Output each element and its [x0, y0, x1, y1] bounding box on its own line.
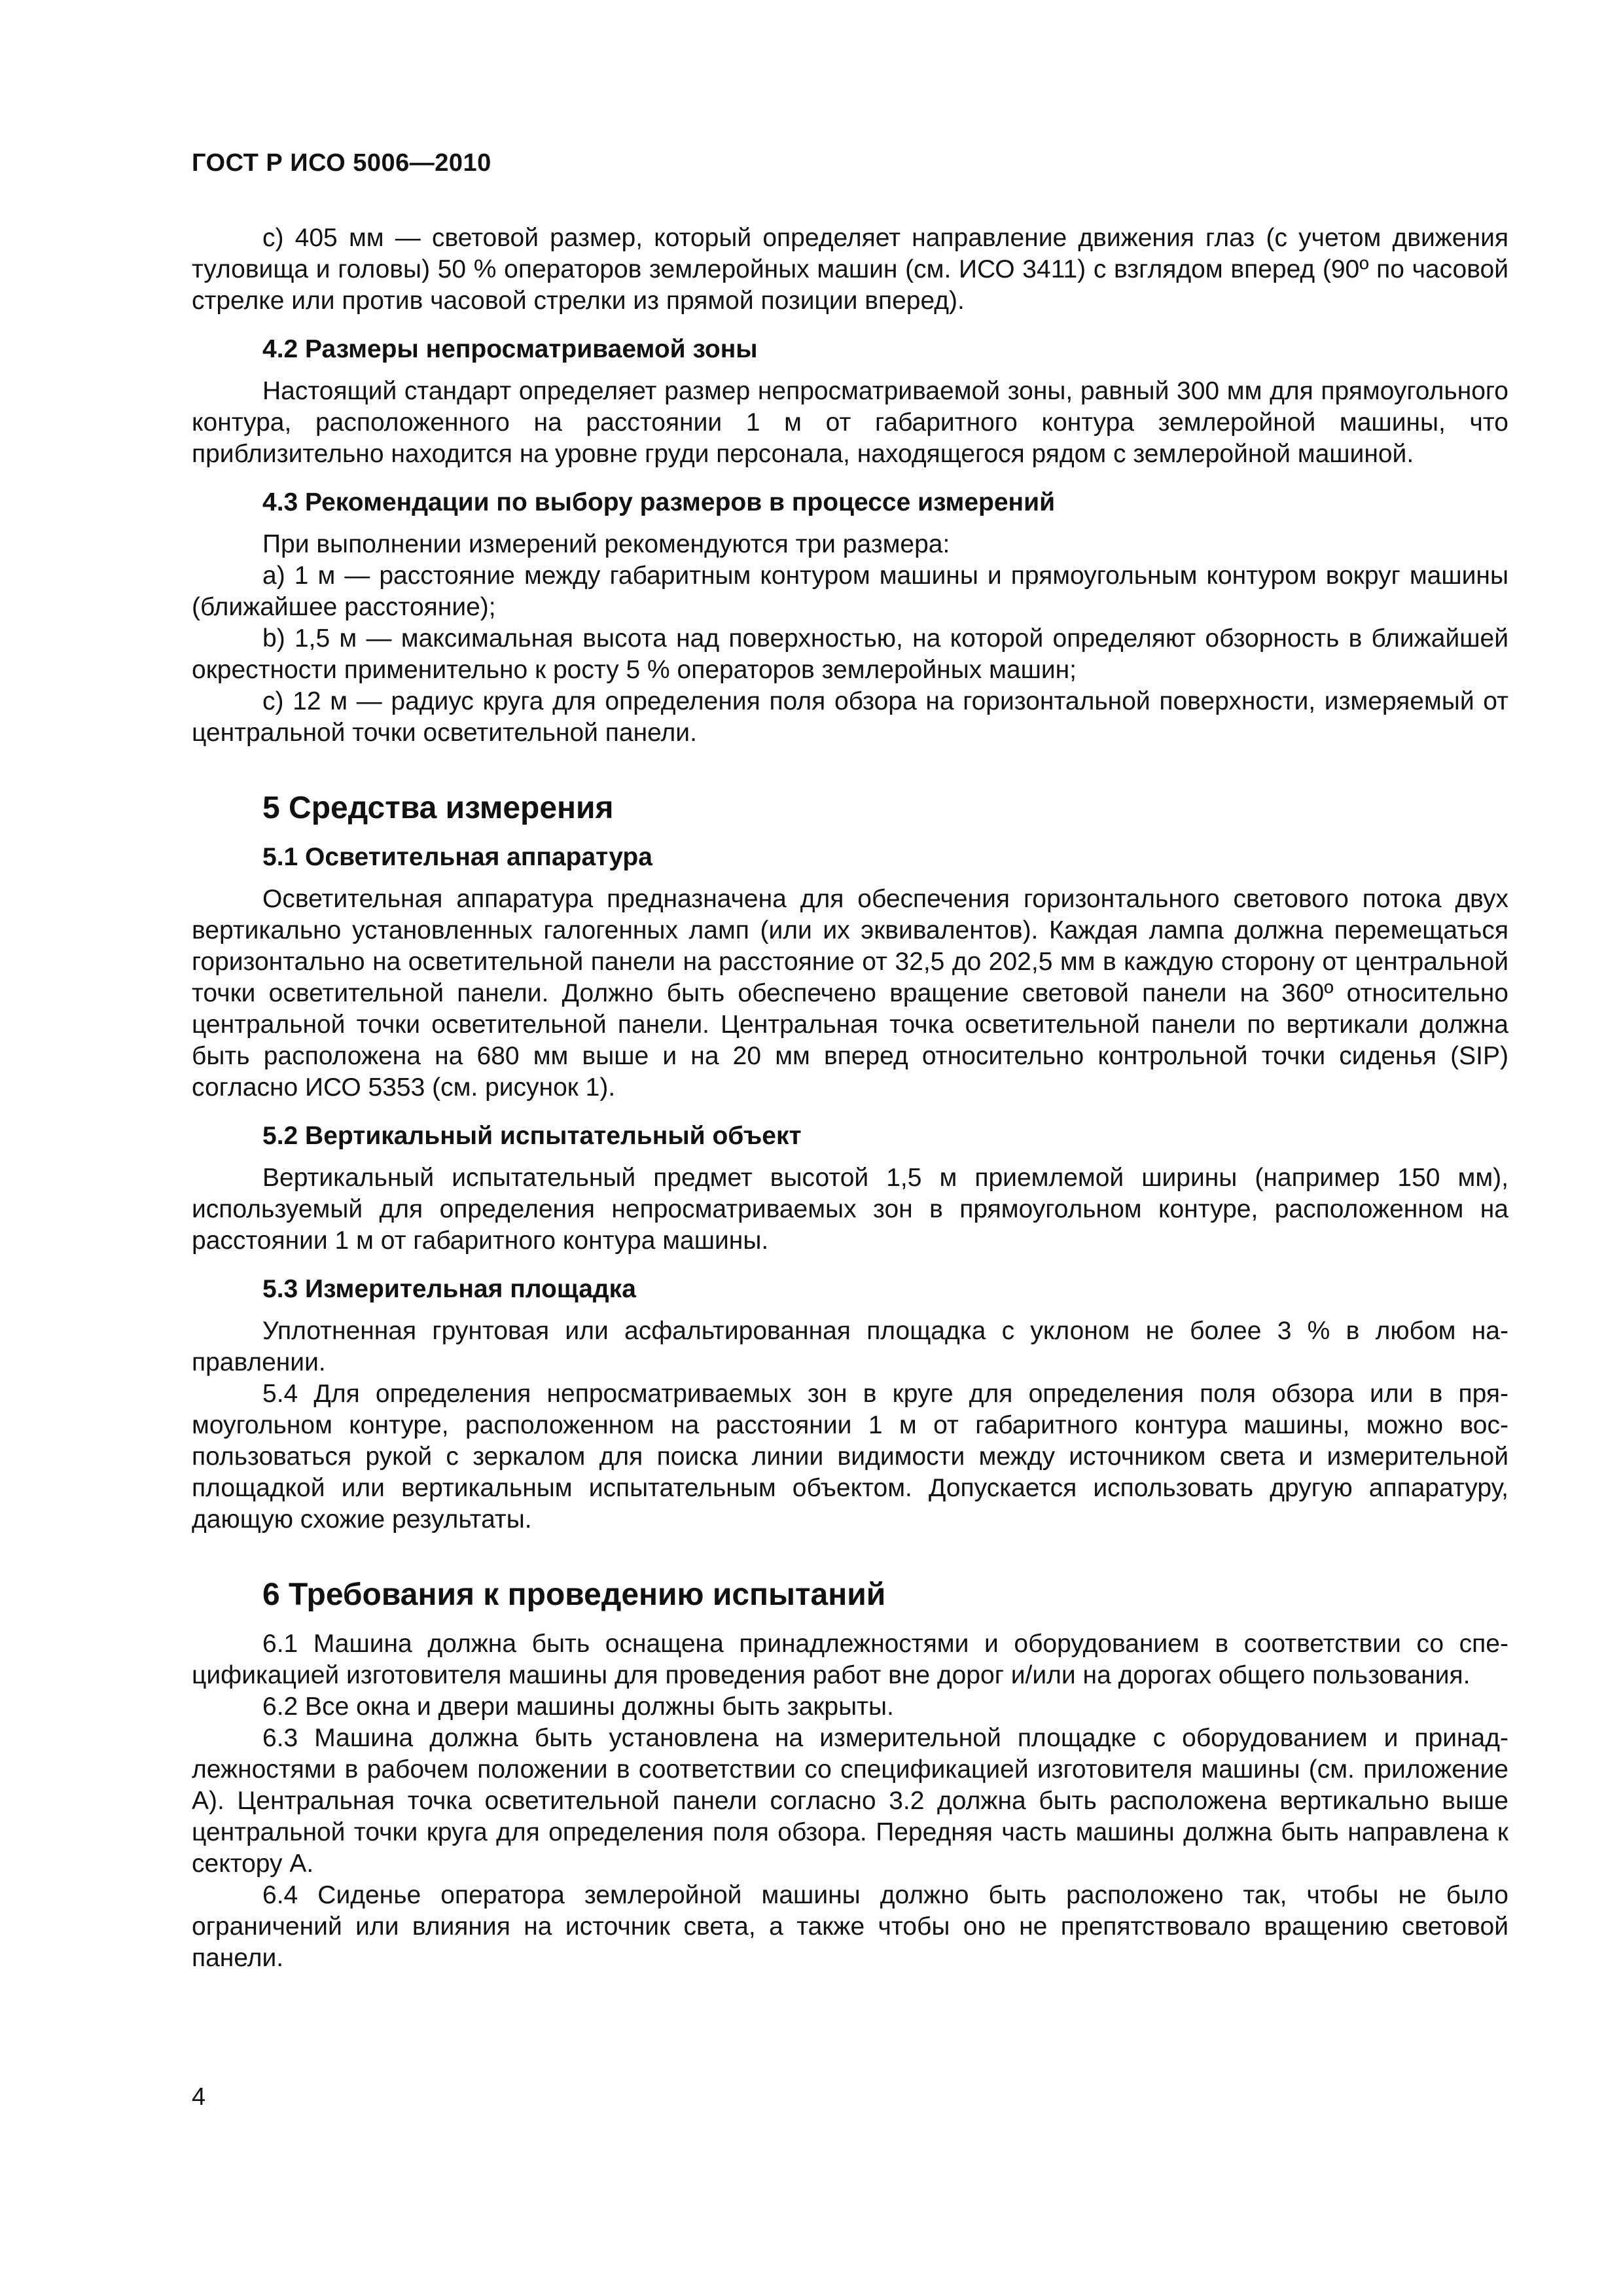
paragraph-5-2: Вертикальный испытательный предмет высотой 1,5 м приемлемой ширины (например 150 мм), используемый для определения непросматриваемых зон в прямоугольном контуре, расположенном на расстоянии 1 м от габаритного контура машины. — [192, 1164, 1508, 1255]
document-body — [192, 223, 1508, 1974]
paragraph-6-2: 6.2 Все окна и двери машины должны быть закрыты. — [262, 1693, 894, 1721]
paragraph-4-3-intro: При выполнении измерений рекомендуются три размера: — [262, 530, 950, 558]
paragraph-5-4: 5.4 Для определения непросматриваемых зон в круге для определения поля обзора или в прямоугольном контуре, расположенном на расстоянии 1 м от габаритного контура машины, можно воспользоваться рукой с зеркалом для поиска линии видимости между источником света и измерительной площадкой или вертикальным испытательным объектом. Допускается использовать другую аппаратуру, дающую схожие результаты. — [192, 1380, 1508, 1534]
heading-5-3: 5.3 Измерительная площадка — [262, 1275, 636, 1303]
paragraph-6-3: 6.3 Машина должна быть установлена на измерительной площадке с оборудованием и принадлежностями в рабочем положении в соответствии со спецификацией изготовителя машины (см. приложение А). Центральная точка осветительной панели согласно 3.2 должна быть расположена вертикально выше центральной точки круга для определения поля обзора. Передняя часть машины должна быть направлена к сектору А. — [192, 1724, 1508, 1878]
heading-section-5: 5 Средства измерения — [262, 791, 614, 825]
heading-section-6: 6 Требования к проведению испытаний — [262, 1577, 886, 1612]
paragraph-4-3-b: b) 1,5 м — максимальная высота над поверхностью, на которой определяют обзорность в ближайшей окрестности применительно к росту 5 % операторов землеройных машин; — [192, 624, 1508, 684]
paragraph-6-4: 6.4 Сиденье оператора землеройной машины должно быть расположено так, чтобы не было ограничений или влияния на источник света, а также чтобы оно не препятствовало вращению световой панели. — [192, 1881, 1508, 1972]
page-number: 4 — [192, 2083, 206, 2111]
heading-4-3: 4.3 Рекомендации по выбору размеров в процессе измерений — [262, 488, 1056, 516]
paragraph-4-3-c: c) 12 м — радиус круга для определения поля обзора на горизонтальной поверхности, измеряемый от центральной точки осветительной панели. — [192, 687, 1508, 747]
paragraph-4-2: Настоящий стандарт определяет размер непросматриваемой зоны, равный 300 мм для прямоугольного контура, расположенного на расстоянии 1 м от габаритного контура землеройной машины, что приблизительно находится на уровне груди персонала, находящегося рядом с землеройной машиной. — [192, 377, 1508, 468]
document-header: ГОСТ Р ИСО 5006—2010 — [192, 149, 491, 177]
heading-4-2: 4.2 Размеры непросматриваемой зоны — [262, 335, 758, 363]
paragraph-5-1: Осветительная аппаратура предназначена для обеспечения горизонтального светового потока двух вертикально установленных галогенных ламп (или их эквивалентов). Каждая лампа должна перемещаться горизонтально на осветительной панели на расстояние от 32,5 до 202,5 мм в каждую сторону от центральной точки осветительной панели. Должно быть обеспечено вращение световой панели на 360º относительно центральной точки осветительной панели. Центральная точка осветительной панели по вертикали должна быть расположена на 680 мм выше и на 20 мм вперед относительно контрольной точки сиденья (SIP) согласно ИСО 5353 (см. рисунок 1). — [192, 885, 1508, 1102]
paragraph-4-1-c: c) 405 мм — световой размер, который определяет направление движения глаз (с учетом движения туловища и головы) 50 % операторов землеройных машин (см. ИСО 3411) с взглядом вперед (90º по часовой стрелке или против часовой стрелки из прямой позиции вперед). — [192, 224, 1508, 315]
paragraph-5-3: Уплотненная грунтовая или асфальтированная площадка с уклоном не более 3 % в любом направлении. — [192, 1317, 1508, 1376]
paragraph-6-1: 6.1 Машина должна быть оснащена принадлежностями и оборудованием в соответствии со спецификацией изготовителя машины для проведения работ вне дорог и/или на дорогах общего пользования. — [192, 1630, 1508, 1689]
heading-5-2: 5.2 Вертикальный испытательный объект — [262, 1122, 802, 1150]
paragraph-4-3-a: a) 1 м — расстояние между габаритным контуром машины и прямоугольным контуром вокруг машины (ближайшее расстояние); — [192, 562, 1508, 621]
heading-5-1: 5.1 Осветительная аппаратура — [262, 843, 652, 871]
